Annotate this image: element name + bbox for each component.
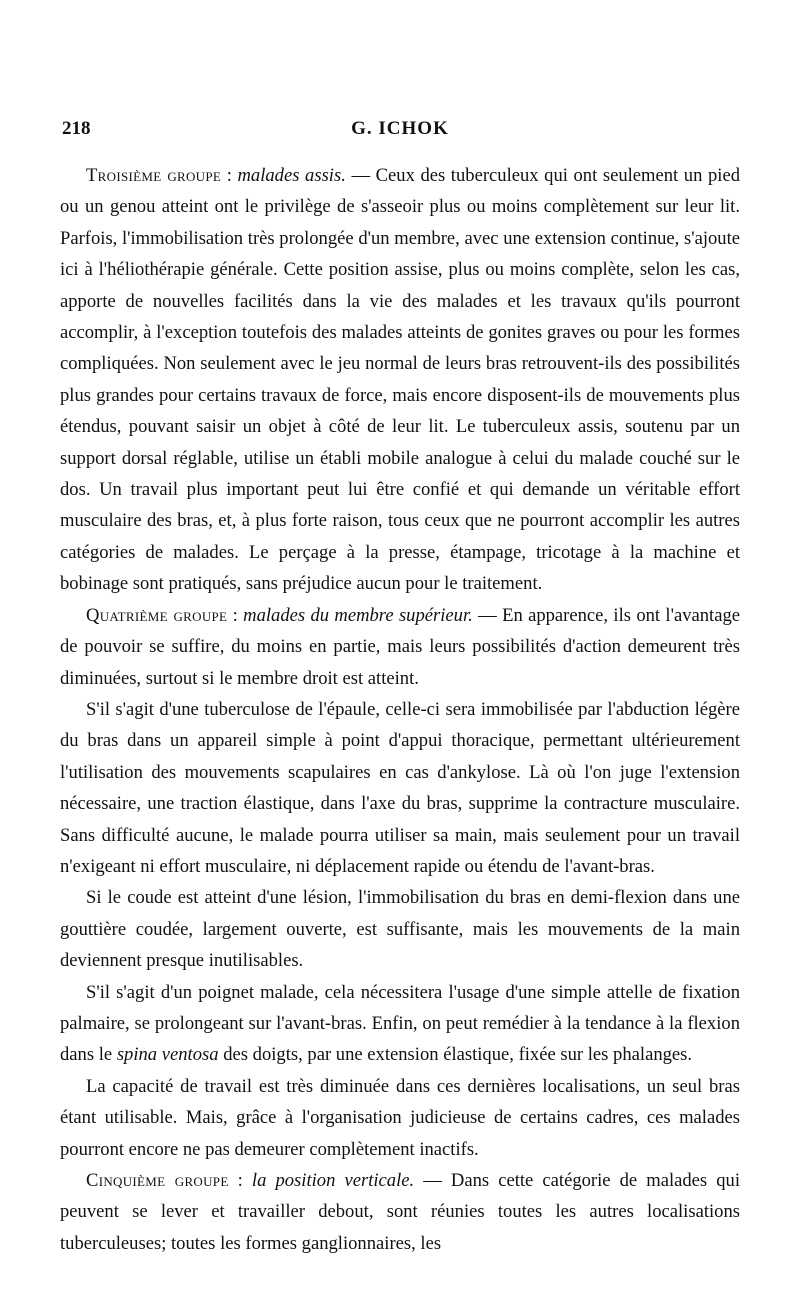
italic-term: spina ventosa xyxy=(116,1044,219,1066)
section-subtitle: malades assis. xyxy=(237,165,346,186)
paragraph-capacite: La capacité de travail est très diminuée dans ces dernières localisations, un seul bras étant utilisable. Mais, grâce à l'organisation judicieuse de certains cadres, ces malades pourront encore ne pas demeurer complètement inactifs. xyxy=(60,1075,740,1160)
paragraph-cinquieme-groupe xyxy=(60,1165,740,1259)
paragraph-text: — En apparence, ils ont l'avantage de pouvoir se suffire, du moins en partie, mais leurs possibilités d'action demeurent très diminuées, surtout si le membre droit est atteint. xyxy=(60,604,741,689)
section-heading: Quatrième groupe xyxy=(86,604,228,626)
section-subtitle: la position verticale. xyxy=(251,1170,415,1191)
paragraph-text: S'il s'agit d'un poignet malade, cela nécessitera l'usage d'une simple attelle de fixation palmaire, se prolongeant sur l'avant-bras. Enfin, on peut remédier à la tendance à la flexion dans le xyxy=(60,981,740,1066)
page-header xyxy=(62,118,738,146)
separator: : xyxy=(227,604,244,626)
paragraph-text: des doigts, par une extension élastique, fixée sur les phalanges. xyxy=(218,1044,693,1066)
page-body xyxy=(60,160,740,1259)
paragraph-troisieme-groupe xyxy=(60,160,740,600)
page-number: 218 xyxy=(62,118,91,139)
paragraph-coude: Si le coude est atteint d'une lésion, l'immobilisation du bras en demi-flexion dans une gouttière coudée, largement ouverte, est suffisante, mais les mouvements de la main deviennent presque inutilisables. xyxy=(60,887,740,972)
paragraph-quatrieme-groupe xyxy=(60,600,740,694)
section-heading: Troisième groupe xyxy=(86,165,222,186)
paragraph-poignet xyxy=(60,977,740,1071)
section-subtitle: malades du membre supérieur. xyxy=(243,604,473,626)
paragraph-text: — Ceux des tuberculeux qui ont seulement un pied ou un genou atteint ont le privilège de s'asseoir plus ou moins complètement sur leur lit. Parfois, l'immobilisation très prolongée d'un membre, avec une extension continue, s'ajoute ici à l'héliothérapie générale. Cette position assise, plus ou moins complète, selon les cas, apporte de nouvelles facilités dans la vie des malades et les travaux qu'ils pourront accomplir, à l'exception toutefois des malades atteints de gonites graves ou pour les formes compliquées. Non seulement avec le jeu normal de leurs bras retrouvent-ils des possibilités plus grandes pour certains travaux de force, mais encore disposent-ils de mouvements plus étendus, pouvant saisir un objet à côté de leur lit. Le tuberculeux assis, soutenu par un support dorsal réglable, utilise un établi mobile analogue à celui du malade couché sur le dos. Un travail plus important peut lui être confié et qui demande un véritable effort musculaire des bras, et, à plus forte raison, tous ceux que ne pourront accomplir les autres catégories de malades. Le perçage à la presse, étampage, tricotage à la machine et bobinage sont pratiqués, sans préjudice aucun pour le traitement. xyxy=(60,165,740,595)
separator: : xyxy=(228,1170,252,1191)
separator: : xyxy=(221,165,238,186)
section-heading: Cinquième groupe xyxy=(86,1170,229,1191)
running-head: G. ICHOK xyxy=(351,118,449,139)
paragraph-text: — Dans cette catégorie de malades qui peuvent se lever et travailler debout, sont réunies toutes les autres localisations tuberculeuses; toutes les formes ganglionnaires, les xyxy=(60,1170,741,1254)
paragraph-epaule: S'il s'agit d'une tuberculose de l'épaule, celle-ci sera immobilisée par l'abduction légère du bras dans un appareil simple à point d'appui thoracique, permettant ultérieurement l'utilisation des mouvements scapulaires en cas d'ankylose. Là où l'on juge l'extension nécessaire, une traction élastique, dans l'axe du bras, supprime la contracture musculaire. Sans difficulté aucune, le malade pourra utiliser sa main, mais seulement pour un travail n'exigeant ni effort musculaire, ni déplacement rapide ou étendu de l'avant-bras. xyxy=(60,698,740,877)
